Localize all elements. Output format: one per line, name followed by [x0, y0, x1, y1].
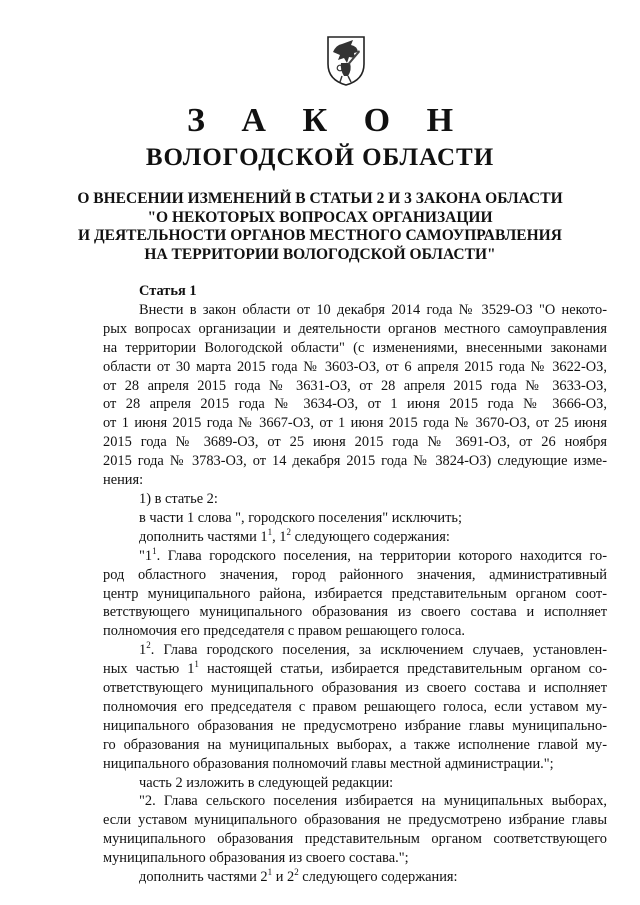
text-line: "$1^1$. Глава городского поселения, на территории которого находится го- [139, 546, 607, 564]
text-line: ниципального образования полномочий главы местной администрации."; [103, 755, 554, 772]
heading-line: И ДЕЯТЕЛЬНОСТИ ОРГАНОВ МЕСТНОГО САМОУПРАВЛЕНИЯ [78, 227, 562, 244]
heading-line: О ВНЕСЕНИИ ИЗМЕНЕНИЙ В СТАТЬИ 2 И 3 ЗАКОНА ОБЛАСТИ [77, 190, 563, 207]
coat-of-arms-icon [327, 36, 365, 86]
text-line: центр муниципального района, избирается представительным органом соот- [103, 585, 607, 602]
heading-line: НА ТЕРРИТОРИИ ВОЛОГОДСКОЙ ОБЛАСТИ" [144, 245, 496, 263]
law-title: З А К О Н [186, 102, 468, 139]
text-line: ветствующего муниципального образования из своего состава и исполняет [103, 604, 607, 621]
text-line: $1^2$. Глава городского поселения, за исключением случаев, установлен- [139, 641, 607, 659]
text-line: род областного значения, город районного значения, административный [103, 566, 607, 583]
text-line: в части 1 слова ", городского поселения" исключить; [139, 509, 462, 526]
text-line: муниципального образования из своего состава."; [103, 850, 409, 867]
text-line: полномочия его председателя с правом решающего голоса, если уставом му- [103, 698, 607, 715]
text-line: ответствующего муниципального образования из своего состава и исполняет [103, 680, 607, 697]
text-line: го образования на муниципальных выборах, а также исполнение главой му- [103, 736, 607, 753]
law-body [103, 282, 607, 887]
text-line: 2015 года № 3783-ОЗ, от 14 декабря 2015 года № 3824-ОЗ) следующие изме- [103, 453, 607, 470]
text-line: если уставом муниципального образования не предусмотрено избрание главы [103, 812, 607, 829]
text-line: ных частью $1^1$ настоящей статьи, избирается представительным органом со- [103, 660, 607, 678]
article-title: Статья 1 [139, 283, 197, 299]
text-line: 2015 года № 3689-ОЗ, от 25 июня 2015 года № 3691-ОЗ, от 26 ноября [103, 434, 607, 451]
text-line: дополнить частями $1^1$, $1^2$ следующего содержания: [139, 527, 450, 545]
text-line: от 28 апреля 2015 года № 3634-ОЗ, от 1 июня 2015 года № 3666-ОЗ, [103, 396, 607, 413]
text-line: от 1 июня 2015 года № 3667-ОЗ, от 1 июня 2015 года № 3670-ОЗ, от 25 июня [103, 415, 607, 432]
law-heading [0, 190, 640, 264]
text-line: области от 30 марта 2015 года № 3603-ОЗ, от 6 апреля 2015 года № 3622-ОЗ, [103, 358, 607, 375]
law-subtitle: ВОЛОГОДСКОЙ ОБЛАСТИ [145, 144, 495, 171]
text-line: часть 2 изложить в следующей редакции: [139, 774, 394, 791]
text-line: ниципального образования не предусмотрено избрание главы муниципально- [103, 717, 607, 734]
text-line: Внести в закон области от 10 декабря 2014 года № 3529-ОЗ "О некото- [139, 301, 607, 318]
text-line: рых вопросах организации и деятельности органов местного самоуправления [103, 320, 607, 337]
text-line: на территории Вологодской области" (с изменениями, внесенными законами [103, 339, 607, 356]
text-line: дополнить частями $2^1$ и $2^2$ следующего содержания: [139, 868, 458, 886]
text-line: муниципального образования представительным органом соответствующего [103, 831, 607, 848]
heading-line: "О НЕКОТОРЫХ ВОПРОСАХ ОРГАНИЗАЦИИ [147, 208, 493, 226]
text-line: "2. Глава сельского поселения избирается на муниципальных выборах, [139, 793, 607, 810]
text-line: от 28 апреля 2015 года № 3631-ОЗ, от 28 апреля 2015 года № 3633-ОЗ, [103, 377, 607, 394]
text-line: нения: [103, 472, 144, 489]
text-line: полномочия его председателя с правом решающего голоса. [103, 623, 465, 640]
text-line: 1) в статье 2: [139, 490, 218, 507]
